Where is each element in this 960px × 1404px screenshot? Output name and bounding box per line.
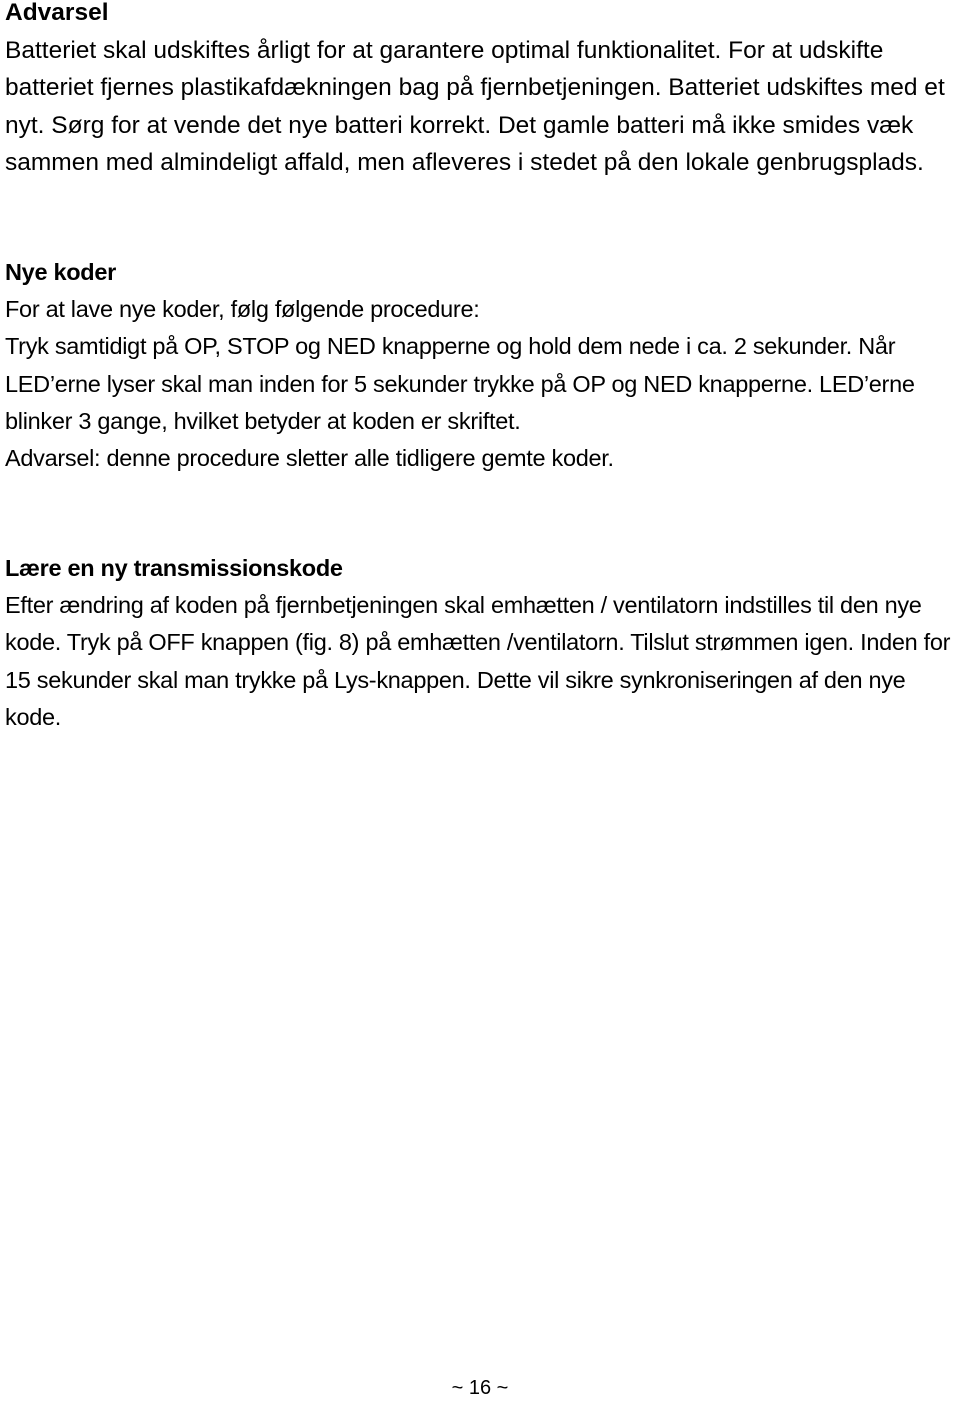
section-paragraph: Tryk samtidigt på OP, STOP og NED knapperne og hold dem nede i ca. 2 sekunder. Når LED’erne lyser skal man inden for 5 sekunder trykke på OP og NED knapperne. LED’erne blinker 3 gange, hvilket betyder at koden er skriftet. [5, 333, 915, 434]
section-paragraph: Advarsel: denne procedure sletter alle tidligere gemte koder. [5, 445, 614, 472]
section-heading-laere-ny-kode: Lære en ny transmissionskode [5, 555, 343, 581]
section-laere-ny-kode [5, 550, 955, 736]
section-paragraph: For at lave nye koder, følg følgende procedure: [5, 296, 480, 323]
section-paragraph: Efter ændring af koden på fjernbetjeningen skal emhætten / ventilatorn indstilles til den nye kode. Tryk på OFF knappen (fig. 8) på emhætten /ventilatorn. Tilslut strømmen igen. Inden for 15 sekunder skal man trykke på Lys-knappen. Dette vil sikre synkroniseringen af den nye kode. [5, 592, 951, 730]
section-heading-nye-koder: Nye koder [5, 259, 116, 285]
section-paragraph: Batteriet skal udskiftes årligt for at garantere optimal funktionalitet. For at udskifte batteriet fjernes plastikafdækningen bag på fjernbetjeningen. Batteriet udskiftes med et nyt. Sørg for at vende det nye batteri korrekt. Det gamle batteri må ikke smides væk sammen med almindeligt affald, men afleveres i stedet på den lokale genbrugsplads. [5, 36, 945, 176]
section-heading-advarsel: Advarsel [5, 0, 109, 26]
page-number: ~ 16 ~ [451, 1377, 509, 1399]
section-advarsel [5, 0, 955, 182]
section-nye-koder [5, 254, 955, 477]
